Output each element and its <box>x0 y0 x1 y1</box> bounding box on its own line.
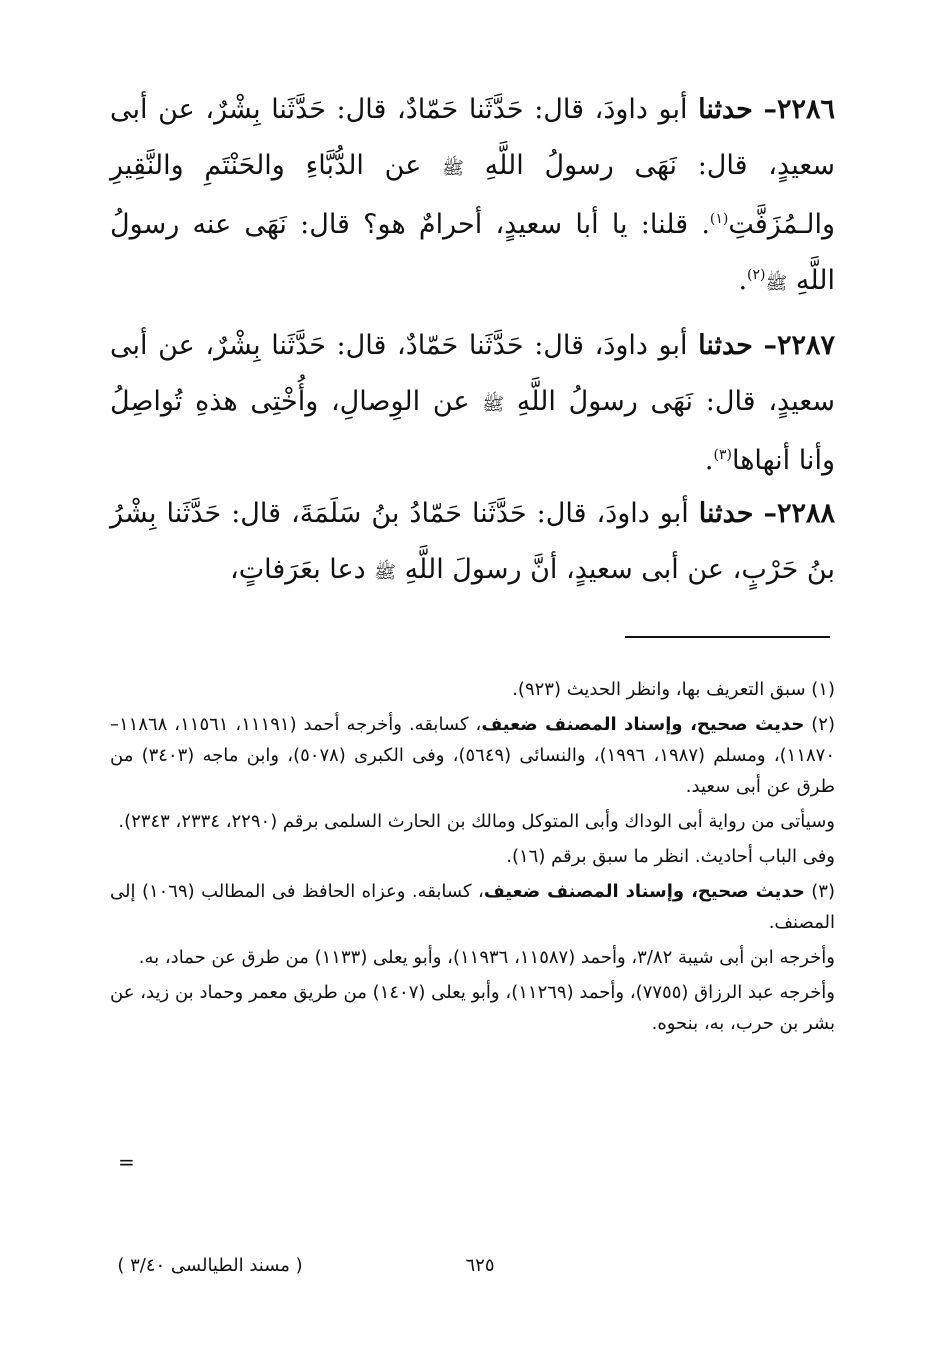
hadith-text: دعا بعَرَفاتٍ، <box>230 554 375 585</box>
running-footer-title: ( مسند الطيالسى ٣/٤٠ ) <box>117 1255 303 1276</box>
footnote-2 <box>110 709 835 802</box>
footnote-3-para-3: وأخرجه عبد الرزاق (٧٧٥٥)، وأحمد (١١٢٦٩)، وأبو يعلى (١٤٠٧) من طريق معمر وحماد بن زيد، عن بشر بن حرب، به، بنحوه. <box>110 982 835 1034</box>
hadith-2286 <box>110 82 835 312</box>
salawat-glyph: ﷺ <box>765 273 788 294</box>
hadith-end: . <box>704 445 714 476</box>
continuation-mark: = <box>118 1150 135 1174</box>
salawat-glyph: ﷺ <box>374 562 396 583</box>
hadith-number: ٢٢٨٨– <box>763 498 835 529</box>
hadith-text: أبو داودَ، قال: حَدَّثَنا حَمّادٌ، قال: حَدَّثَنا بِشْرٌ، عن أبى سعيدٍ، قال: نَهَى رسولُ اللَّهِ <box>110 330 836 417</box>
footnote-grading: حديث صحيح، وإسناد المصنف ضعيف <box>483 881 805 902</box>
salawat-glyph: ﷺ <box>482 394 504 415</box>
footnote-label: (٣) <box>811 881 835 902</box>
salawat-glyph: ﷺ <box>442 158 464 179</box>
hadith-lead: حدثنا <box>698 94 753 125</box>
footnote-ref: (٣) <box>713 447 732 463</box>
footnote-label: (٢) <box>811 714 835 735</box>
hadith-text: أبو داودَ، قال: حَدَّثَنا حَمّادٌ، قال: حَدَّثَنا بِشْرٌ، عن أبى سعيدٍ، قال: نَهَى رسولُ اللَّهِ <box>110 94 835 181</box>
footnote-ref: (٢) <box>747 267 766 283</box>
hadith-2288 <box>110 486 835 601</box>
footnote-2-para-3: وفى الباب أحاديث. انظر ما سبق برقم (١٦). <box>506 846 835 867</box>
hadith-end: . <box>738 265 748 296</box>
hadith-text: عن الوِصالِ، وأُخْتِى هذهِ تُواصِلُ وأنا أنهاها <box>110 386 835 476</box>
footnotes <box>110 674 835 1043</box>
hadith-number: ٢٢٨٧– <box>763 330 835 361</box>
footnote-3-para-2: وأخرجه ابن أبى شيبة ٣/٨٢، وأحمد (١١٥٨٧، ١١٩٣٦)، وأبو يعلى (١١٣٣) من طرق عن حماد، به. <box>138 947 835 968</box>
hadith-text: . قلنا: يا أبا سعيدٍ، أحرامٌ هو؟ قال: نَهَى عنه رسولُ اللَّهِ <box>110 209 835 296</box>
footnote-3 <box>110 876 835 938</box>
hadith-lead: حدثنا <box>698 498 754 529</box>
footnote-text: ، كسابقه. وأخرجه أحمد (١١١٩١، ١١٥٦١، ١١٨٦٨– ١١٨٧٠)، ومسلم (١٩٨٧، ١٩٩٦)، والنسائى (٥٦٤٩)، وفى الكبرى (٥٠٧٨)، وابن ماجه (٣٤٠٣) من طرق عن أبى سعيد. <box>110 714 836 797</box>
footnote-separator <box>625 636 830 638</box>
footnote-1: (١) سبق التعريف بها، وانظر الحديث (٩٢٣). <box>512 679 835 700</box>
hadith-lead: حدثنا <box>698 330 753 361</box>
footnote-grading: حديث صحيح، وإسناد المصنف ضعيف <box>481 714 805 735</box>
hadith-number: ٢٢٨٦– <box>763 94 835 125</box>
footnote-ref: (١) <box>709 211 729 227</box>
hadith-text: عن الدُّبَّاءِ والحَنْتَمِ والنَّقِيرِ والـمُزَفَّتِ <box>110 150 835 240</box>
footnote-text: ، كسابقه. وعزاه الحافظ فى المطالب (١٠٦٩) إلى المصنف. <box>110 881 835 933</box>
hadith-2287 <box>110 318 835 489</box>
page-number: ٦٢٥ <box>465 1255 495 1276</box>
footnote-2-para-2: وسيأتى من رواية أبى الوداك وأبى المتوكل ومالك بن الحارث السلمى برقم (٢٢٩٠، ٢٣٣٤، ٢٣٤٣). <box>118 811 835 832</box>
hadith-text: أبو داودَ، قال: حَدَّثَنا حَمّادُ بنُ سَلَمَةَ، قال: حَدَّثَنا بِشْرُ بنُ حَرْبٍ، عن أبى سعيدٍ، أنَّ رسولَ اللَّهِ <box>110 498 835 585</box>
